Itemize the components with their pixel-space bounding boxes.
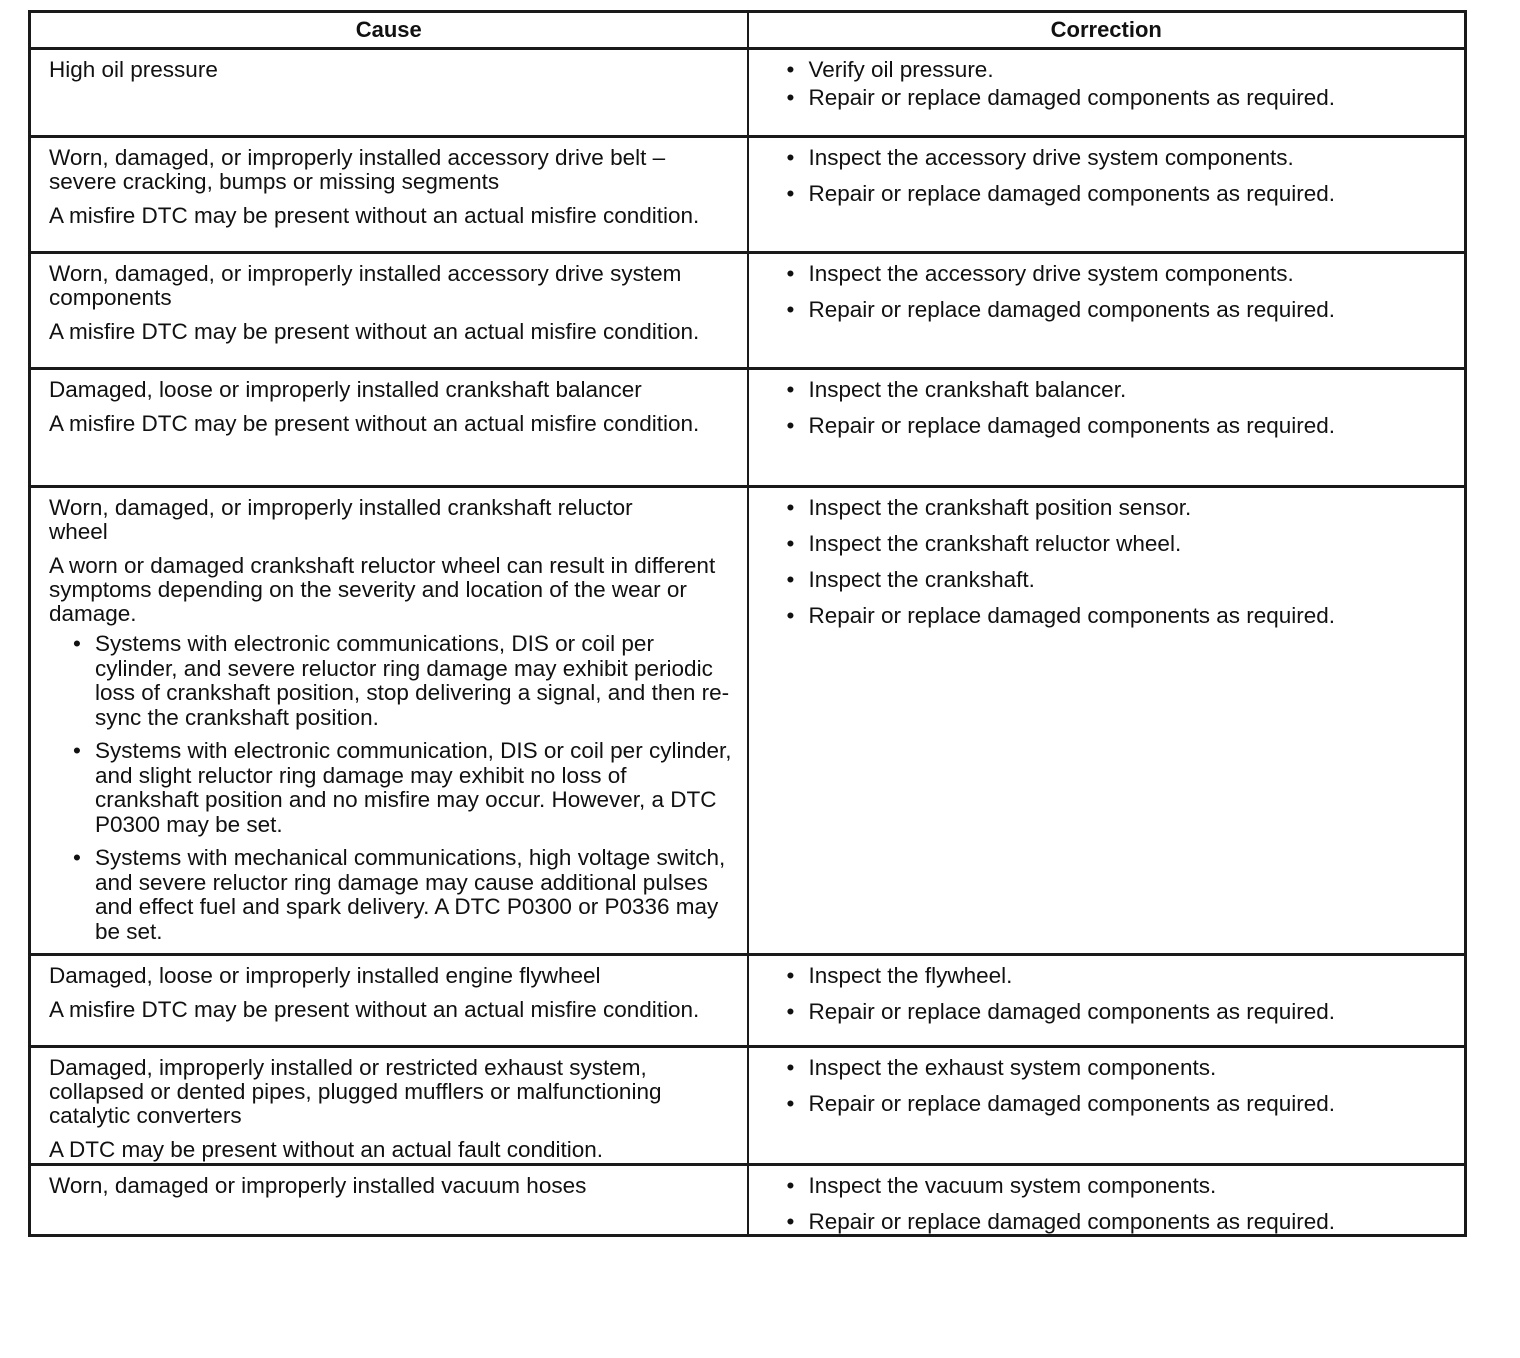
correction-item: • Inspect the crankshaft. — [809, 568, 1455, 592]
correction-list — [767, 378, 1455, 438]
correction-item: • Repair or replace damaged components as required. — [809, 1210, 1455, 1234]
cause-sub-item: • Systems with electronic communications, DIS or coil per cylinder, and severe reluctor ring damage may exhibit periodic loss of crankshaft position, stop delivering a signal, and then re-sync the crankshaft position. — [95, 632, 737, 730]
correction-item: • Inspect the crankshaft balancer. — [809, 378, 1455, 402]
correction-item: • Repair or replace damaged components as required. — [809, 1092, 1455, 1116]
cause-cell — [30, 253, 748, 369]
table-row — [30, 1165, 1466, 1236]
correction-cell — [748, 487, 1466, 955]
cause-note: A worn or damaged crankshaft reluctor wheel can result in different symptoms depending on the severity and location of the wear or damage. — [49, 553, 716, 626]
cause-cell — [30, 369, 748, 487]
table-row — [30, 369, 1466, 487]
correction-item: • Inspect the exhaust system components. — [809, 1056, 1455, 1080]
correction-cell — [748, 1047, 1466, 1165]
table-row — [30, 253, 1466, 369]
cause-note: A misfire DTC may be present without an actual misfire condition. — [49, 997, 700, 1022]
cause-text: Damaged, improperly installed or restricted exhaust system, collapsed or dented pipes, plugged mufflers or malfunctioning catalytic converters — [49, 1055, 662, 1128]
correction-cell — [748, 49, 1466, 137]
cause-sub-item: • Systems with mechanical communications, high voltage switch, and severe reluctor ring damage may cause additional pulses and effect fuel and spark delivery. A DTC P0300 or P0336 may be set. — [95, 846, 737, 944]
correction-item: • Repair or replace damaged components as required. — [809, 1000, 1455, 1024]
cause-cell — [30, 955, 748, 1047]
correction-list — [767, 1056, 1455, 1116]
cause-sub-list — [49, 632, 737, 944]
table-row — [30, 487, 1466, 955]
correction-cell — [748, 253, 1466, 369]
cause-cell — [30, 487, 748, 955]
cause-cell — [30, 49, 748, 137]
cause-cell — [30, 1047, 748, 1165]
cause-text: Worn, damaged, or improperly installed crankshaft reluctor wheel — [49, 495, 633, 544]
cause-note: A misfire DTC may be present without an actual misfire condition. — [49, 319, 700, 344]
correction-list — [767, 262, 1455, 322]
table-row — [30, 955, 1466, 1047]
correction-list — [767, 496, 1455, 628]
cause-text: Worn, damaged, or improperly installed accessory drive system components — [49, 261, 682, 310]
correction-item: • Inspect the flywheel. — [809, 964, 1455, 988]
cause-sub-item: • Systems with electronic communication, DIS or coil per cylinder, and slight reluctor ring damage may exhibit no loss of crankshaft position and no misfire may occur. However, a DTC P0300 may be set. — [95, 739, 737, 837]
table-row — [30, 49, 1466, 137]
correction-item: • Inspect the accessory drive system components. — [809, 146, 1455, 170]
correction-item: • Repair or replace damaged components as required. — [809, 414, 1455, 438]
correction-column-header: Correction — [748, 12, 1466, 49]
correction-item: • Inspect the vacuum system components. — [809, 1174, 1455, 1198]
correction-item: • Verify oil pressure. — [809, 58, 1455, 82]
table-header-row — [30, 12, 1466, 49]
table-row — [30, 1047, 1466, 1165]
correction-cell — [748, 1165, 1466, 1236]
correction-item: • Inspect the crankshaft position sensor. — [809, 496, 1455, 520]
correction-list — [767, 964, 1455, 1024]
correction-list — [767, 58, 1455, 110]
cause-cell — [30, 1165, 748, 1236]
correction-cell — [748, 955, 1466, 1047]
correction-item: • Repair or replace damaged components as required. — [809, 604, 1455, 628]
correction-list — [767, 1174, 1455, 1234]
table-row — [30, 137, 1466, 253]
cause-note: A misfire DTC may be present without an actual misfire condition. — [49, 203, 700, 228]
cause-text: Damaged, loose or improperly installed crankshaft balancer — [49, 377, 642, 402]
correction-item: • Inspect the crankshaft reluctor wheel. — [809, 532, 1455, 556]
cause-note: A DTC may be present without an actual fault condition. — [49, 1137, 604, 1162]
correction-cell — [748, 369, 1466, 487]
correction-item: • Repair or replace damaged components as required. — [809, 182, 1455, 206]
cause-text: Worn, damaged, or improperly installed accessory drive belt – severe cracking, bumps or missing segments — [49, 145, 666, 194]
cause-correction-table — [28, 10, 1467, 1237]
cause-text: Damaged, loose or improperly installed engine flywheel — [49, 963, 601, 988]
correction-item: • Repair or replace damaged components as required. — [809, 86, 1455, 110]
cause-cell — [30, 137, 748, 253]
cause-column-header: Cause — [30, 12, 748, 49]
cause-text: Worn, damaged or improperly installed vacuum hoses — [49, 1173, 587, 1198]
correction-item: • Inspect the accessory drive system components. — [809, 262, 1455, 286]
cause-note: A misfire DTC may be present without an actual misfire condition. — [49, 411, 700, 436]
correction-cell — [748, 137, 1466, 253]
cause-text: High oil pressure — [49, 57, 218, 82]
correction-item: • Repair or replace damaged components as required. — [809, 298, 1455, 322]
correction-list — [767, 146, 1455, 206]
